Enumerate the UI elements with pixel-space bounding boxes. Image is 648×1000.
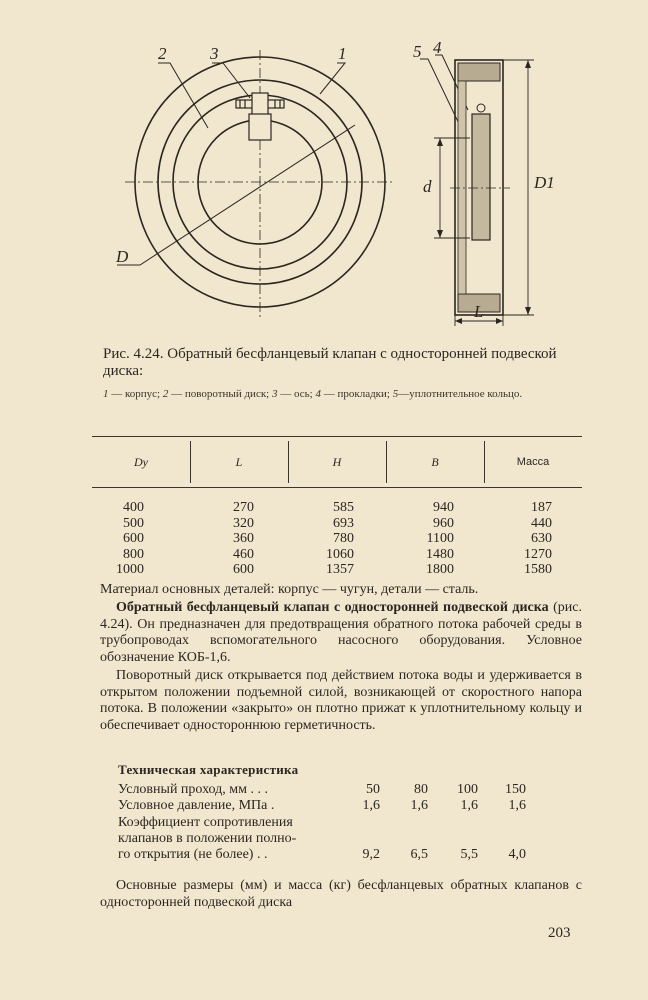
spec-value: 4,0 [508, 847, 526, 863]
label-5: 5 [413, 42, 422, 61]
table-row [92, 531, 582, 547]
paragraph-2: Поворотный диск открывается под действием потока воды и удерживается в открытом положении подъемной силой, возникающей от скоростного напора потока. В положении «закрыто» он плотно прижат к уплотнительному кольцу и обеспечивает одностороннюю герметичность. [100, 668, 582, 733]
header-l: L [235, 454, 243, 469]
cell-h: 780 [333, 531, 354, 546]
legend-text: —уплотнительное кольцо. [398, 388, 523, 400]
cell-mass: 1580 [524, 562, 552, 577]
header-h: H [332, 454, 342, 469]
paragraph-1 [100, 600, 582, 666]
legend-text: — ось; [277, 388, 316, 400]
cell-b: 940 [433, 500, 454, 515]
legend-text: — прокладки; [320, 388, 393, 400]
spec-label: Коэффициент сопротивления [118, 814, 293, 830]
cell-l: 270 [233, 500, 254, 515]
cell-b: 1100 [426, 531, 454, 546]
paragraph-1-text: (рис. 4.24). Он предназначен для предотвращения обратного потока рабочей среды в трубопроводах вспомогательного насосного оборудования. Условное обозначение КОБ-1,6. [100, 600, 582, 665]
legend-text: — поворотный диск; [168, 388, 272, 400]
cell-dy: 1000 [116, 562, 144, 577]
spec-value: 1,6 [508, 798, 526, 814]
header-b: B [431, 454, 439, 469]
cell-b: 1800 [426, 562, 454, 577]
spec-value: 5,5 [460, 847, 478, 863]
cell-mass: 187 [531, 500, 552, 515]
spec-value: 1,6 [362, 798, 380, 814]
legend-text: — корпус; [108, 388, 163, 400]
cell-l: 460 [233, 546, 254, 562]
spec-value: 6,5 [410, 847, 428, 863]
label-D: D [116, 247, 129, 266]
cell-h: 693 [333, 515, 354, 531]
paragraph-1-bold: Обратный бесфланцевый клапан с односторонней подвеской диска [116, 600, 549, 615]
cell-dy: 800 [123, 546, 144, 562]
spec-label: го открытия (не более) . . [118, 847, 268, 863]
legend-num: 3 [271, 388, 278, 400]
dimensions-table-header [92, 436, 582, 488]
spec-block [118, 782, 548, 863]
table-row [92, 562, 582, 578]
spec-value: 100 [457, 782, 478, 797]
label-3: 3 [210, 44, 219, 63]
cell-b: 960 [433, 515, 454, 531]
header-mass: Масса [516, 456, 550, 468]
spec-value: 80 [414, 782, 428, 797]
cell-b: 1480 [426, 546, 454, 562]
table-row [92, 500, 582, 516]
spec-row [118, 815, 548, 831]
table-row [92, 547, 582, 563]
label-4: 4 [433, 38, 442, 57]
spec-label: клапанов в положении полно- [118, 830, 297, 846]
side-view [450, 60, 510, 315]
spec-value: 150 [505, 782, 526, 797]
spec-row [118, 831, 548, 847]
cell-mass: 1270 [524, 546, 552, 562]
spec-title: Техническая характеристика [118, 762, 299, 777]
spec-label: Условный проход, мм . . . [118, 782, 268, 797]
cell-dy: 500 [123, 515, 144, 531]
table-row [92, 516, 582, 532]
cell-mass: 440 [531, 515, 552, 531]
cell-l: 360 [233, 531, 254, 546]
legend-num: 5 [392, 388, 399, 400]
label-D1: D1 [534, 173, 555, 192]
spec-row [118, 782, 548, 798]
axle-assembly [236, 93, 284, 140]
figure-legend [103, 388, 573, 401]
label-1: 1 [338, 44, 347, 63]
spec-row [118, 798, 548, 814]
legend-num: 2 [162, 388, 169, 400]
spec-value: 1,6 [410, 798, 428, 814]
label-2: 2 [158, 44, 167, 63]
figure-caption: Рис. 4.24. Обратный бесфланцевый клапан с односторонней подвеской диска: [103, 346, 557, 379]
valve-drawing [90, 30, 570, 340]
cell-l: 320 [233, 515, 254, 531]
spec-row [118, 847, 548, 863]
cell-h: 1357 [326, 562, 354, 577]
spec-label: Условное давление, МПа . [118, 798, 275, 814]
cell-l: 600 [233, 562, 254, 577]
page-number: 203 [548, 925, 571, 941]
label-d: d [423, 177, 432, 196]
legend-num: 1 [103, 388, 109, 400]
spec-value: 9,2 [362, 847, 380, 863]
material-line: Материал основных деталей: корпус — чугун, детали — сталь. [100, 582, 479, 597]
cell-mass: 630 [531, 531, 552, 546]
legend-num: 4 [315, 388, 321, 400]
table-note: Основные размеры (мм) и масса (кг) бесфланцевых обратных клапанов с односторонней подвеской диска [100, 878, 582, 910]
cell-dy: 400 [123, 500, 144, 515]
cell-h: 585 [333, 500, 354, 515]
spec-value: 1,6 [460, 798, 478, 814]
label-L: L [474, 302, 484, 321]
spec-value: 50 [366, 782, 380, 797]
cell-dy: 600 [123, 531, 144, 546]
header-dy: Dy [134, 454, 148, 469]
dimensions-table-body [92, 500, 582, 578]
cell-h: 1060 [326, 546, 354, 562]
